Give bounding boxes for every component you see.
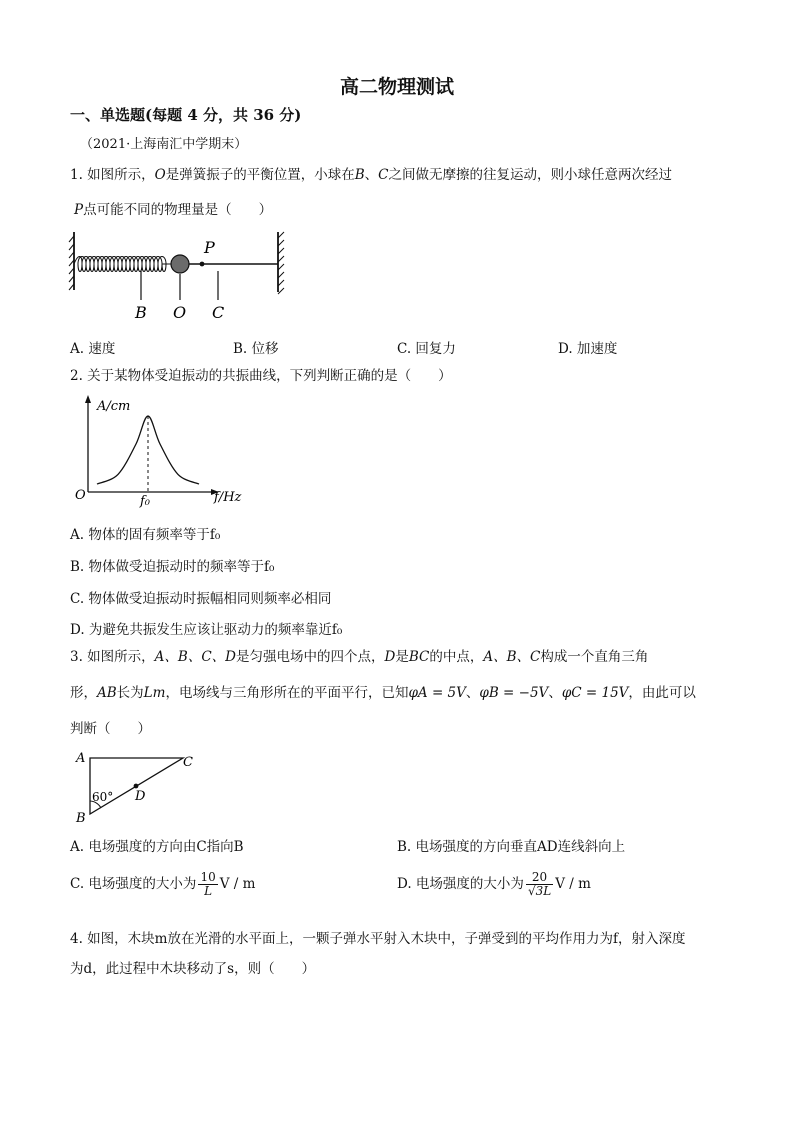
q3-stem-line2: 形，AB长为Lm，电场线与三角形所在的平面平行，已知φA = 5V、φB = −5V、φC = 15V，由此可以 [70,685,696,701]
q4-stem-line2: 为d，此过程中木块移动了s，则（ ） [70,961,316,977]
q3-text: ，电场线与三角形所在的平面平行，已知 [165,685,409,701]
q3-length: Lm [143,685,166,701]
q1-option-b[interactable]: B. 位移 [233,341,279,357]
q4-stem-line1: 4. 如图，木块m放在光滑的水平面上，一颗子弹水平射入木块中，子弹受到的平均作用力为f，射入深度 [70,931,686,947]
page-title: 高二物理测试 [339,76,454,98]
q1-var-b: B [354,167,365,183]
q3-option-d-unit: V / m [555,876,591,892]
q2-stem: 2. 关于某物体受迫振动的共振曲线，下列判断正确的是（ ） [70,368,452,384]
origin-label: O [75,488,86,503]
y-axis-label: A/cm [97,399,131,414]
angle-label: 60° [92,790,114,804]
q3-var-ab: AB [97,685,117,701]
q3-phi-a: φA = 5V [408,685,466,701]
point-d [134,784,139,789]
label-b: B [76,811,86,826]
triangle-figure [70,748,205,826]
label-d: D [135,789,146,804]
q3-text: 是匀强电场中的四个点， [236,649,385,665]
label-o: O [173,303,187,322]
q3-option-d-fraction: $\frac{20}{√3L}$ [527,870,552,898]
resonance-chart [66,392,266,514]
x-axis-label: f/Hz [214,490,242,505]
q3-text: 是 [395,649,409,665]
q1-option-c[interactable]: C. 回复力 [397,341,456,357]
q3-text: 长为 [116,685,144,701]
q1-option-d[interactable]: D. 加速度 [558,341,618,357]
label-a: A [76,751,86,766]
q3-phi-b: φB = −5V [479,685,549,701]
q1-stem-line1 [70,166,672,184]
q3-stem-line1 [70,648,648,666]
q3-option-b[interactable]: B. 电场强度的方向垂直AD连线斜向上 [397,839,626,855]
point-p-dot [200,262,205,267]
spring-coil [74,257,172,272]
q3-phi-c: φC = 15V [561,685,629,701]
label-b: B [135,303,147,322]
q3-option-c-text: C. 电场强度的大小为 [70,876,197,892]
q3-option-a[interactable]: A. 电场强度的方向由C指向B [70,839,244,855]
q3-stem-line3: 判断（ ） [70,721,151,737]
q3-option-c[interactable] [70,871,255,898]
q3-var-bc: BC [408,649,430,665]
q3-text: ，由此可以 [628,685,696,701]
q3-var-d: D [384,649,396,665]
q3-text: 构成一个直角三角 [540,649,649,665]
source-note: （2021·上海南汇中学期末） [80,137,248,152]
q1-var-c: C [378,167,389,183]
q1-text: 、 [364,167,379,183]
ball [171,255,189,273]
q2-option-b[interactable]: B. 物体做受迫振动时的频率等于f₀ [70,559,275,575]
q3-text: 3. 如图所示， [70,649,155,665]
q3-points: A、B、C、D [154,649,236,665]
q3-option-c-fraction: $\frac{10}{L}$ [200,870,216,898]
label-c: C [212,303,225,322]
q3-option-c-unit: V / m [219,876,256,892]
q2-option-d[interactable]: D. 为避免共振发生应该让驱动力的频率靠近f₀ [70,622,343,638]
label-c: C [183,755,193,770]
q2-option-a[interactable]: A. 物体的固有频率等于f₀ [70,527,221,543]
q1-stem-line2 [74,201,272,219]
q1-var-o: O [154,167,166,183]
q3-text: 形， [70,685,97,701]
q1-text: 是弹簧振子的平衡位置，小球在 [165,167,355,183]
q3-option-d[interactable] [397,871,591,898]
q3-text: 的中点， [429,649,484,665]
q1-text: 1. 如图所示， [70,167,155,183]
q3-option-d-text: D. 电场强度的大小为 [397,876,524,892]
q1-option-a[interactable]: A. 速度 [70,341,116,357]
f0-tick-label: f₀ [140,494,151,509]
spring-oscillator-figure [66,228,296,326]
resonance-curve [97,416,199,484]
y-axis-arrow [85,395,91,403]
q3-points: A、B、C [483,649,541,665]
q1-var-p: P [74,202,84,218]
q2-option-c[interactable]: C. 物体做受迫振动时振幅相同则频率必相同 [70,591,332,607]
q1-text: 点可能不同的物理量是（ ） [83,202,273,218]
label-p: P [204,238,215,257]
q1-text: 之间做无摩擦的往复运动，则小球任意两次经过 [388,167,673,183]
section-heading: 一、单选题(每题 4 分，共 36 分) [70,106,302,124]
